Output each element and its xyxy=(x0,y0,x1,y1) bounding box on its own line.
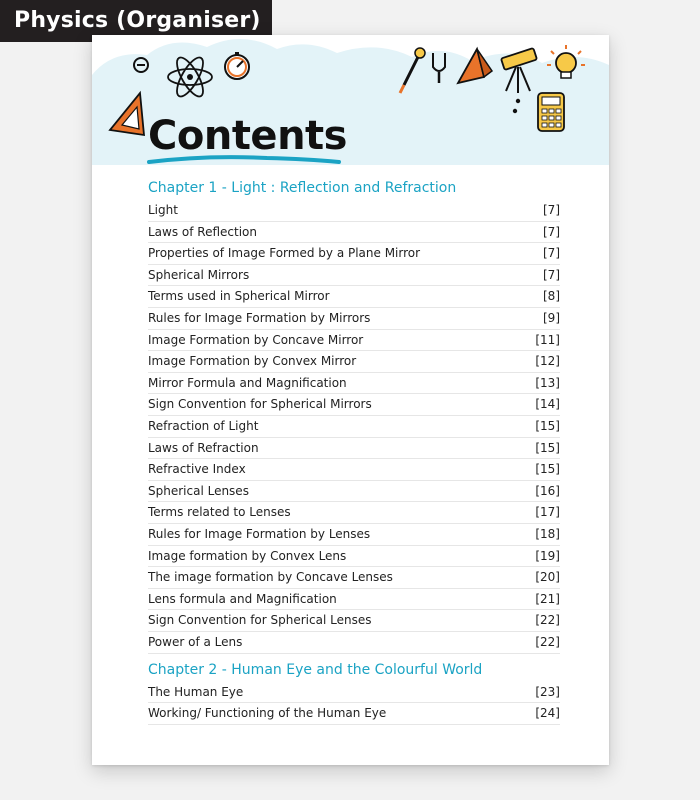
toc-entry-page: [18] xyxy=(535,527,560,541)
toc-entry-title: Spherical Mirrors xyxy=(148,267,250,282)
toc-entry xyxy=(148,523,560,546)
toc-entry xyxy=(148,588,560,611)
toc-entry xyxy=(148,285,560,308)
toc-entry-title: Rules for Image Formation by Lenses xyxy=(148,527,371,541)
gauge-icon xyxy=(225,52,249,79)
toc-entry-title: The image formation by Concave Lenses xyxy=(148,570,393,585)
toc-entry-title: The Human Eye xyxy=(148,684,244,699)
toc-entry-page: [15] xyxy=(535,419,560,433)
toc-entry-title: Terms used in Spherical Mirror xyxy=(148,289,330,304)
toc-entry-title: Image Formation by Convex Mirror xyxy=(148,354,357,369)
toc-entry xyxy=(148,545,560,568)
toc-entry-title: Rules for Image Formation by Mirrors xyxy=(148,311,371,325)
toc-entry xyxy=(148,242,560,265)
toc-entry-page: [22] xyxy=(535,613,560,628)
toc-entry xyxy=(148,458,560,481)
toc-entry-page: [21] xyxy=(535,591,560,606)
toc-entry xyxy=(148,631,560,654)
light-bulb-icon xyxy=(547,45,585,78)
toc-entry-title: Sign Convention for Spherical Lenses xyxy=(148,613,372,628)
toc-entry-page: [19] xyxy=(535,548,560,563)
toc-entry-title: Image Formation by Concave Mirror xyxy=(148,332,364,347)
toc-entry-title: Laws of Reflection xyxy=(148,224,258,239)
toc-entry xyxy=(148,372,560,395)
toc-entry-page: [11] xyxy=(535,332,560,347)
toc-entry-page: [16] xyxy=(535,483,560,498)
toc-entry xyxy=(148,199,560,222)
toc-entry xyxy=(148,415,560,438)
toc-entry-page: [7] xyxy=(543,203,560,217)
toc-entry xyxy=(148,393,560,416)
toc-entry-page: [17] xyxy=(535,505,560,520)
toc-entry-page: [23] xyxy=(535,684,560,699)
toc-entry-title: Working/ Functioning of the Human Eye xyxy=(148,706,387,721)
toc-entry xyxy=(148,264,560,287)
toc-entry-title: Power of a Lens xyxy=(148,635,243,649)
toc-entry-page: [15] xyxy=(535,462,560,477)
toc-entry-page: [7] xyxy=(543,246,560,261)
toc-entry-title: Light xyxy=(148,203,178,217)
pyramid-icon xyxy=(458,49,492,83)
toc-entry xyxy=(148,350,560,373)
toc-entry-title: Refractive Index xyxy=(148,462,246,477)
toc-entry-title: Mirror Formula and Magnification xyxy=(148,375,347,390)
toc-entry-page: [7] xyxy=(543,267,560,282)
chapter-heading: Chapter 2 - Human Eye and the Colourful World xyxy=(148,661,483,678)
toc-entry-title: Spherical Lenses xyxy=(148,483,249,498)
book-label: Physics (Organiser) xyxy=(0,0,272,42)
toc-entry-page: [20] xyxy=(535,570,560,585)
toc-entry-page: [7] xyxy=(543,224,560,239)
toc-entry-page: [12] xyxy=(535,354,560,369)
toc-entry-page: [22] xyxy=(535,635,560,649)
toc-entry-title: Image formation by Convex Lens xyxy=(148,548,347,563)
toc-entry-title: Properties of Image Formed by a Plane Mirror xyxy=(148,246,421,261)
toc-entry xyxy=(148,566,560,589)
toc-entry-title: Refraction of Light xyxy=(148,419,259,433)
title-underline xyxy=(147,153,342,167)
toc-entry-title: Laws of Refraction xyxy=(148,440,259,455)
toc-entry-page: [9] xyxy=(543,311,560,325)
toc-entry-page: [8] xyxy=(543,289,560,304)
minus-circle-icon xyxy=(134,58,148,72)
toc-entry-title: Sign Convention for Spherical Mirrors xyxy=(148,397,372,412)
toc-entry xyxy=(148,329,560,352)
toc-entry-page: [14] xyxy=(535,397,560,412)
page-title: Contents xyxy=(148,113,347,159)
toc-entry xyxy=(148,681,560,704)
toc-entry-page: [13] xyxy=(535,375,560,390)
toc-entry xyxy=(148,609,560,632)
chapter-heading: Chapter 1 - Light : Reflection and Refraction xyxy=(148,180,457,196)
toc-entry xyxy=(148,221,560,244)
toc-entry xyxy=(148,307,560,330)
atom-icon xyxy=(168,54,212,100)
toc-entry-page: [24] xyxy=(535,706,560,721)
contents-page xyxy=(92,35,609,765)
dot-icon xyxy=(513,109,517,113)
toc-entry xyxy=(148,501,560,524)
telescope-icon xyxy=(501,48,537,93)
tuning-fork-icon xyxy=(433,53,445,83)
toc-entry-page: [15] xyxy=(535,440,560,455)
toc-entry xyxy=(148,437,560,460)
set-square-icon xyxy=(110,93,144,135)
dropper-icon xyxy=(400,48,425,93)
toc-entry xyxy=(148,480,560,503)
toc-entry-title: Terms related to Lenses xyxy=(148,505,291,520)
toc-entry-title: Lens formula and Magnification xyxy=(148,591,337,606)
dot-icon xyxy=(516,99,520,103)
toc-entry xyxy=(148,702,560,725)
calculator-icon xyxy=(538,93,564,131)
